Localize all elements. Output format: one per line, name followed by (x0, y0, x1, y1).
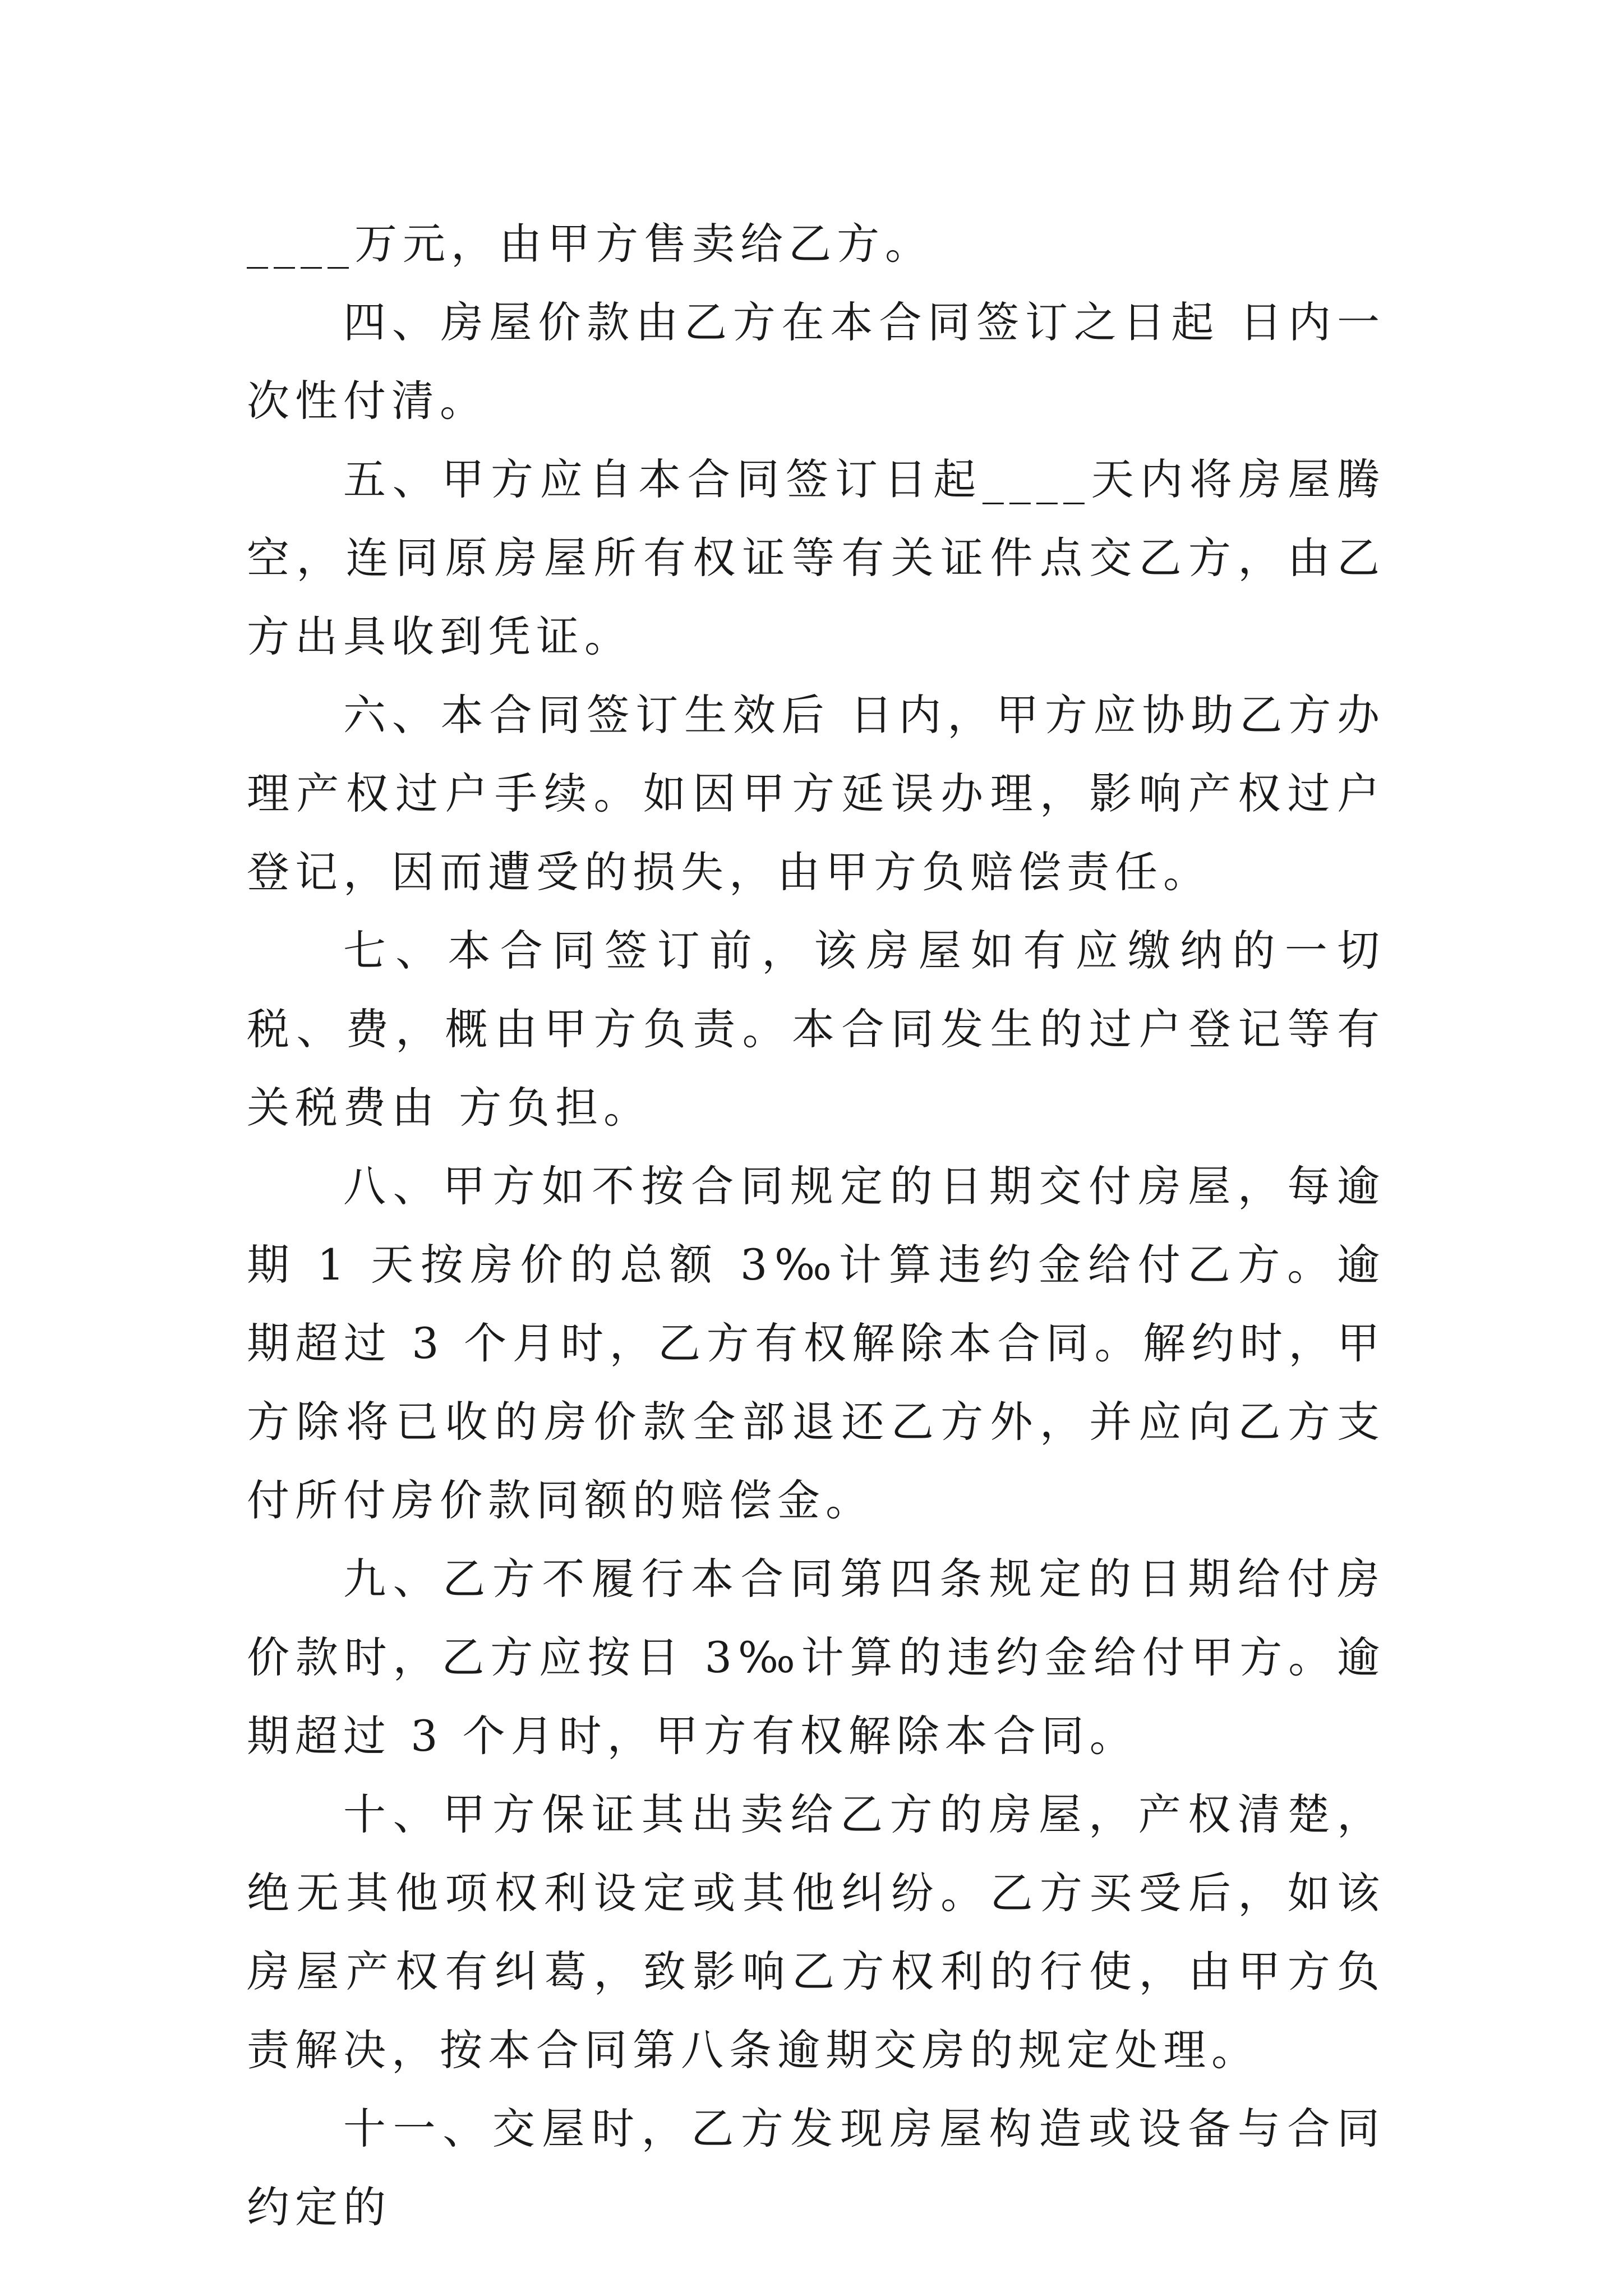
paragraph-clause-11: 十一、交屋时，乙方发现房屋构造或设备与合同约定的 (247, 2104, 1385, 2232)
paragraph-clause-9: 九、乙方不履行本合同第四条规定的日期给付房价款时，乙方应按日 3‰计算的违约金给付甲方。逾期超过 3 个月时，甲方有权解除本合同。 (247, 1554, 1385, 1761)
paragraph-clause-4: 四、房屋价款由乙方在本合同签订之日起 日内一次性付清。 (247, 297, 1385, 426)
paragraph-clause-10: 十、甲方保证其出卖给乙方的房屋，产权清楚，绝无其他项权利设定或其他纠纷。乙方买受后，如该房屋产权有纠葛，致影响乙方权利的行使，由甲方负责解决，按本合同第八条逾期交房的规定处理。 (247, 1789, 1385, 2075)
paragraph-clause-5: 五、甲方应自本合同签订日起____天内将房屋腾空，连同原房屋所有权证等有关证件点交乙方，由乙方出具收到凭证。 (247, 454, 1385, 661)
paragraph-price-tail: ____万元，由甲方售卖给乙方。 (247, 219, 933, 269)
paragraph-clause-7: 七、本合同签订前，该房屋如有应缴纳的一切税、费，概由甲方负责。本合同发生的过户登记等有关税费由 方负担。 (247, 926, 1385, 1133)
paragraph-clause-6: 六、本合同签订生效后 日内，甲方应协助乙方办理产权过户手续。如因甲方延误办理，影响产权过户登记，因而遭受的损失，由甲方负赔偿责任。 (247, 690, 1385, 897)
document-body (247, 205, 1385, 2247)
paragraph-clause-8: 八、甲方如不按合同规定的日期交付房屋，每逾期 1 天按房价的总额 3‰计算违约金给付乙方。逾期超过 3 个月时，乙方有权解除本合同。解约时，甲方除将已收的房价款全部退还乙方外，并应向乙方支付所付房价款同额的赔偿金。 (247, 1161, 1385, 1525)
